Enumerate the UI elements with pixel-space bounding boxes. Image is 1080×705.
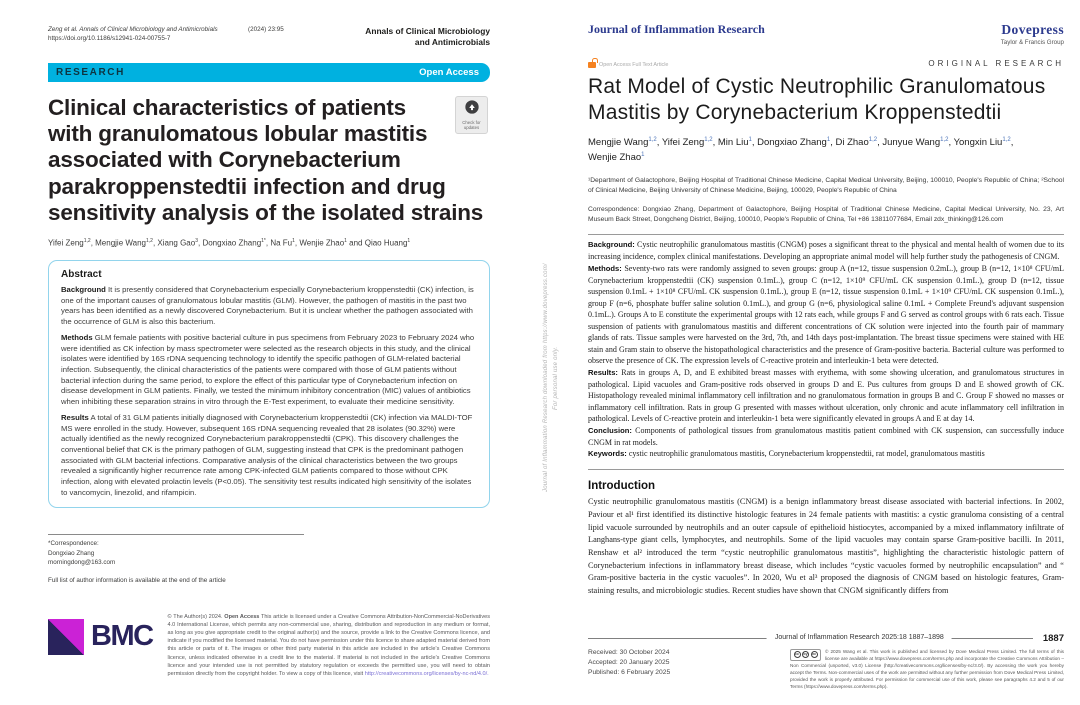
abstract-section: Results A total of 31 GLM patients initially diagnosed with Corynebacterium kroppenstedtii (CK) infection via MALDI-TOF MS were enrolled in the study. However, subsequent 16S rDNA sequencing revealed that 28 isolates (90.32%) were actually identified as the newly recognized Corynebacterium parakroppenstedtii (CPK). This discovery challenges the conventional belief that CK is the primary pathogen of GLM, suggesting instead that CPK is the predominant pathogen associated with GLM bacterial infections. Comparative analysis of the clinical characteristics between the two groups revealed a significantly higher recurrence rate among CPK-infected GLM patients compared to those without CPK infection, along with elevated prolactin levels (P<0.05). The sensitivity test results indicated high sensitivity of the isolates to vancomycin, linezolid, and rifampicin. bbox=[61, 412, 473, 497]
author-superscript: 3 bbox=[195, 238, 198, 245]
running-citation: Journal of Inflammation Research 2025:18 1887–1898 bbox=[767, 634, 952, 641]
correspondence-block bbox=[48, 539, 490, 567]
author-info-note: Full list of author information is available at the end of the article bbox=[48, 576, 226, 584]
abstract-section: Background It is presently considered that Corynebacterium especially Corynebacterium kroppenstedtii (CK) infection, is one of the important causes of granulomatous lobular mastitis (GLM). However, the pathogen of mastitis in the past two years has been identified as a newly discovered Corynebacterium. But it is unclear whether the pathogen associated with the occurrence of GLM is also this bacterium. bbox=[61, 285, 474, 327]
open-access-note-label: Open Access Full Text Article bbox=[599, 62, 669, 68]
received-date: Received: 30 October 2024 bbox=[588, 648, 670, 656]
abstract-section: Background: Cystic neutrophilic granulomatous mastitis (CNGM) poses a significant threat to the physical and mental health of women due to its increasing incidence, complex clinical manifestations. Developing an appropriate animal model will help further study the pathogenesis of CNGM. bbox=[588, 240, 1064, 262]
taylor-francis-label: Taylor & Francis Group bbox=[1000, 39, 1064, 46]
abstract-section: Conclusion: Components of pathological tissues from granulomatous mastitis patient combined with CK suspension, can successfully induce CNGM in rat models. bbox=[588, 425, 1064, 447]
correspondence-label: *Correspondence: bbox=[48, 540, 99, 548]
abstract-section-label: Results bbox=[61, 412, 89, 422]
author-superscript: 1 bbox=[407, 238, 411, 245]
left-page-footer bbox=[48, 613, 490, 678]
title-line: parakroppenstedtii infection and drug bbox=[48, 173, 446, 199]
section-divider bbox=[588, 469, 1064, 470]
abstract-section: Results: Rats in groups A, D, and E exhibited breast masses with erythema, with some showing ulceration, and granulomatous structures in pathological. Lipid vacuoles and Gram-positive rods observed in groups D and E. Pus cultures from groups D and E showed growth of CK. Histopathology revealed minimal inflammatory cell infiltration and no granulomatous formation in groups B and C. Group F showed no masses or inflammatory cell infiltration. Rats in group G presented with masses without ulceration, only chronic and acute inflammatory cell infiltration in pathological. Levels of C-reactive protein and interleukin-1 beta were significantly elevated in groups A and E at day 14. bbox=[588, 367, 1064, 424]
right-page-footer bbox=[588, 632, 1064, 690]
abstract-sections bbox=[588, 239, 1064, 460]
abstract-section: Methods: Seventy-two rats were randomly assigned to seven groups: group A (n=12, tissue suspension 0.2mL.), group B (n=12, 1×10⁸ CFU/mL Corynebacterium kroppenstedtii (CK) suspension 0.1mL.), group C (n=12, 1×10⁹ CFU/mL CK suspension 0.1mL.), group D (n=12, tissue suspension 0.1mL + 1×10⁸ CFU/mL CK suspension 0.1mL.), group E (n=12, tissue suspension 0.1mL + 1×10⁹ CFU/mL CK suspension 0.1mL.), group F (n=6, phosphate buffer saline solution 0.1mL.), and group G (n=6, physiological saline 0.1mL + Complete Freund's adjuvant suspension 0.1mL.). Groups A to E constitute the experimental groups with 12 rats each, while groups F and G served as control groups with 6 rats each. Tissue suspension of patients with granulomatous mastitis and different concentrations of CK solution were injected into the fourth pair of mammary glands of rats. Tissue samples were harvested on the 3rd, 7th, and 14th days post-implantation. The breast tissue specimens were stained with HE stain and Gram stain to observe the histopathological characteristics and the presence of Gram-positive bacteria. Bacterial culture was performed to observe the presence of CK. The expression levels of C-reactive protein and interleukin-1 beta were detected. bbox=[588, 263, 1064, 366]
title-line: Rat Model of Cystic Neutrophilic Granulomatous bbox=[588, 75, 1046, 98]
introduction-text: Cystic neutrophilic granulomatous mastitis (CNGM) is a benign inflammatory breast disease associated with bacterial infections. In 2002, Paviour et al¹ first identified its distinctive histologic features in 24 female patients with mastitis: a cystic granuloma consisting of a central lipid vacuole surrounded by neutrophils and an outer capsule of epithelioid histiocytes, accompanied by a mixed inflammatory infiltrate of Langhans-type giant cells, lymphocytes, and neutrophils. Some of the lipid vacuoles may contain sparse Gram-positive bacilli. In 2011, Renshaw et al² introduced the term “cystic neutrophilic granulomatous mastitis”, highlighting the characteristic histologic pattern of Corynebacterium infections in inflammatory breast disease, which includes “cystic vacuoles formed by neutrophilic encapsulation” and “ Gram-positive bacteria in the cystic vacuoles”. In 2020, Wu et al³ proposed the diagnosis of CNGM based on histologic features, Gram-staining results, and microbiologic studies. Recent studies have shown that CNGM significantly differs from bbox=[588, 497, 1064, 595]
correspondence-name: Dongxiao Zhang bbox=[48, 549, 95, 557]
abstract-heading: Abstract bbox=[61, 269, 102, 281]
license-body: © 2025 Wang et al. This work is published and licensed by Dove Medical Press Limited. The full terms of this license are available at https://www.dovepress.com/terms.php and incorporate the Creative Commons Attribution – Non Commercial (unported, v3.0) License (http://creativecommons.org/licenses/by-nc/3.0/). By accessing the work you hereby accept the Terms. Non-commercial uses of the work are permitted without any further permission from Dove Medical Press Limited, provided the work is properly attributed. For permission for commercial use of this work, please see paragraphs 4.2 and 5 of our Terms (https://www.dovepress.com/terms.php). bbox=[790, 648, 1064, 689]
article-title bbox=[588, 74, 1064, 126]
title-line: with granulomatous lobular mastitis bbox=[48, 121, 428, 147]
bmc-logo-text: BMC bbox=[91, 620, 153, 653]
left-page-header bbox=[48, 26, 490, 48]
accepted-date: Accepted: 20 January 2025 bbox=[588, 659, 670, 667]
author-superscript: 1 bbox=[641, 151, 645, 158]
license-open-access: Open Access bbox=[224, 613, 260, 620]
affiliations: ¹Department of Galactophore, Beijing Hospital of Traditional Chinese Medicine, Capital Medical University, Beijing, 100010, People's Republic of China; ²School of Clinical Medicine, Beijing University of Chinese Medicine, Beijing, 100029, People's Republic of China bbox=[588, 176, 1064, 195]
abstract-section-label: Keywords: bbox=[588, 449, 627, 459]
page-number: 1887 bbox=[1033, 633, 1064, 644]
citation-block bbox=[48, 26, 246, 43]
title-line: Mastitis by Corynebacterium Kroppenstedtii bbox=[588, 101, 1002, 125]
journal-name: Journal of Inflammation Research bbox=[588, 22, 765, 36]
license-prefix: © The Author(s) 2024. bbox=[167, 613, 223, 620]
cc-nc-icon: nc bbox=[811, 651, 818, 658]
license-link[interactable]: http://creativecommons.org/licenses/by-nc-nd/4.0/. bbox=[364, 670, 489, 677]
section-divider bbox=[588, 234, 1064, 235]
citation-text: Zeng et al. Annals of Clinical Microbiology and Antimicrobials bbox=[48, 26, 218, 33]
abstract-box bbox=[48, 260, 490, 508]
abstract-section-label: Methods bbox=[61, 332, 93, 342]
creative-commons-badge[interactable] bbox=[790, 649, 821, 661]
author-superscript: 1* bbox=[261, 238, 266, 245]
cc-icon: cc bbox=[794, 651, 801, 658]
right-page-header bbox=[588, 22, 1064, 46]
abstract-section-label: Background: bbox=[588, 240, 635, 250]
author-superscript: 1 bbox=[826, 137, 831, 144]
cc-by-icon: by bbox=[802, 651, 809, 658]
author-superscript: 1 bbox=[748, 137, 752, 144]
author-superscript: 1,2 bbox=[648, 137, 657, 144]
abstract-section: Keywords: cystic neutrophilic granulomatous mastitis, Corynebacterium kroppenstedtii, rat model, granulomatous mastitis bbox=[588, 449, 985, 459]
author-superscript: 1 bbox=[292, 238, 295, 245]
abstract-section-label: Results: bbox=[588, 367, 618, 377]
abstract-section-label: Methods: bbox=[588, 263, 622, 273]
bmc-logo-icon bbox=[48, 619, 84, 655]
license-body: This article is licensed under a Creative Commons Attribution-NonCommercial-NoDerivatives 4.0 International License, which permits any non-commercial use, sharing, distribution and reproduction in any medium or format, as long as you give appropriate credit to the original author(s) and the source, provide a link to the Creative Commons licence, and indicate if you modified the licensed material. You do not have permission under this licence to share adapted material derived from this article or parts of it. The images or other third party material in this article are included in the article's Creative Commons licence, unless indicated otherwise in a credit line to the material. If material is not included in the article's Creative Commons licence and your intended use is not permitted by statutory regulation or exceeds the permitted use, you will need to obtain permission directly from the copyright holder. To view a copy of this licence, visit bbox=[167, 613, 490, 677]
right-page-subheader bbox=[588, 59, 1064, 68]
correspondence-line[interactable]: Correspondence: Dongxiao Zhang, Department of Galactophore, Beijing Hospital of Traditional Chinese Medicine, Capital Medical University, No. 23, Art Museum Back Street, Dongcheng District, Beijing, 100010, People's Republic of China, Tel +86 13811077684, Email zdx_thinking@126.com bbox=[588, 205, 1064, 223]
correspondence-divider bbox=[48, 534, 304, 535]
abstract-section: Methods GLM female patients with positive bacterial culture in pus specimens from February 2023 to February 2024 who were identified as CK infection by mass spectrometer were selected as the research objects in this study, and the clinical isolates were identified by 16S rDNA sequencing technology to identify the specific pathogen of GLM-related bacterial infection. Subsequently, the clinical characteristics of the patients were compared with those of GLM patients without bacterial infection during the same period, to explore the effect of this particular type of Corynebacterium infection on disease development in GLM patients. Finally, we tested the minimum inhibitory concentration (MIC) values of antibiotics when inhibiting these separation strains in vitro through the E-Test experiment, to evaluate their medicine sensitivity. bbox=[61, 332, 475, 407]
author-superscript: 1,2 bbox=[940, 137, 949, 144]
footer-columns bbox=[588, 648, 1064, 690]
check-for-updates-label: Check for updates bbox=[462, 120, 481, 131]
journal-name-line2: and Antimicrobials bbox=[414, 36, 490, 47]
open-access-label: Open Access bbox=[419, 66, 479, 78]
title-line: associated with Corynebacterium bbox=[48, 147, 401, 173]
author-superscript: 1,2 bbox=[145, 238, 153, 245]
article-title bbox=[48, 95, 490, 227]
abstract-section-label: Conclusion: bbox=[588, 425, 632, 435]
article-type-banner bbox=[48, 63, 490, 82]
title-line: sensitivity analysis of the isolated strains bbox=[48, 200, 484, 226]
author-list: Yifei Zeng$^{1,2}$, Mengjie Wang$^{1,2}$, Xiang Gao$^3$, Dongxiao Zhang$^{1*}$, Na Fu$^1$, Wenjie Zhao$^1$ and Qiao Huang$^1$ bbox=[48, 238, 411, 249]
author-list: Mengjie Wang$^{1,2}$, Yifei Zeng$^{1,2}$, Min Liu$^1$, Dongxiao Zhang$^1$, Di Zhao$^{1,2}$, Junyue Wang$^{1,2}$, Yongxin Liu$^{1,2}$, Wenjie Zhao$^1$ bbox=[588, 137, 1014, 164]
bmc-logo bbox=[48, 619, 153, 655]
issue-info: (2024) 23:95 bbox=[248, 26, 284, 33]
license-text bbox=[168, 613, 490, 678]
research-label: RESEARCH bbox=[56, 66, 125, 78]
author-superscript: 1,2 bbox=[83, 238, 91, 245]
license-text bbox=[790, 648, 1064, 690]
published-date: Published: 6 February 2025 bbox=[588, 669, 671, 677]
abstract-section-label: Background bbox=[61, 285, 106, 295]
check-for-updates-badge[interactable] bbox=[455, 96, 488, 134]
author-superscript: 1 bbox=[344, 238, 347, 245]
author-superscript: 1,2 bbox=[1002, 137, 1011, 144]
open-access-note bbox=[588, 62, 668, 68]
publisher-block bbox=[1001, 22, 1064, 46]
watermark-line2: For personal use only. bbox=[553, 346, 560, 410]
journal-name bbox=[365, 26, 490, 48]
dovepress-article-page bbox=[588, 22, 1064, 690]
abstract-sections bbox=[61, 285, 477, 498]
correspondence-email[interactable]: morningdong@163.com bbox=[48, 559, 116, 567]
dovepress-logo-text: Dovepress bbox=[1001, 22, 1064, 37]
journal-name-line1: Annals of Clinical Microbiology bbox=[365, 26, 490, 36]
bmc-article-page bbox=[48, 26, 490, 678]
title-line: Clinical characteristics of patients bbox=[48, 94, 406, 120]
author-superscript: 1,2 bbox=[868, 137, 878, 144]
article-dates bbox=[588, 648, 756, 690]
article-type-label: ORIGINAL RESEARCH bbox=[928, 59, 1064, 68]
crossmark-icon bbox=[465, 100, 479, 114]
introduction-heading: Introduction bbox=[588, 480, 656, 493]
watermark-line1: Journal of Inflammation Research downloaded from https://www.dovepress.com/ bbox=[543, 263, 549, 493]
open-lock-icon bbox=[588, 62, 596, 68]
doi-link[interactable]: https://doi.org/10.1186/s12941-024-00755-7 bbox=[48, 34, 171, 42]
download-watermark bbox=[541, 222, 561, 534]
author-superscript: 1,2 bbox=[704, 137, 713, 144]
